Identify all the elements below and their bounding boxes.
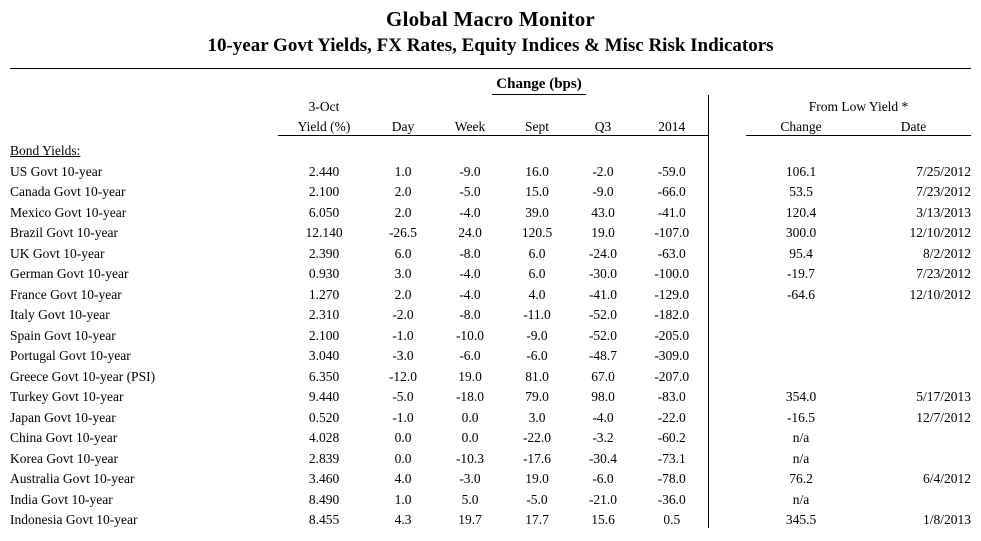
row-low-date: [856, 446, 971, 467]
row-year: -22.0: [657, 409, 686, 425]
table-row: [10, 282, 971, 303]
row-week: -5.0: [459, 184, 481, 199]
row-day: 1.0: [394, 163, 412, 179]
row-year: -60.2: [657, 430, 686, 445]
change-group-header: Change (bps): [492, 76, 585, 95]
low-date-header: Date: [856, 115, 971, 136]
table-row: [10, 405, 971, 426]
row-week: 19.7: [458, 512, 482, 527]
row-low-change: 300.0: [785, 225, 817, 240]
row-label: UK Govt 10-year: [10, 245, 105, 261]
table-row: [10, 508, 971, 529]
row-q3: -3.2: [592, 430, 614, 445]
row-q3: -24.0: [588, 245, 618, 261]
row-week: -10.3: [455, 450, 485, 466]
row-low-change: [746, 344, 856, 365]
row-low-date: 7/25/2012: [916, 163, 971, 179]
row-week: -18.0: [455, 389, 485, 404]
row-yield: 3.460: [308, 471, 340, 486]
row-yield: 2.100: [308, 184, 340, 199]
row-low-change: 53.5: [789, 184, 813, 199]
table-row: [10, 159, 971, 180]
row-sept: 6.0: [528, 245, 546, 261]
row-low-change: -64.6: [786, 286, 816, 302]
row-divider: [708, 282, 746, 303]
row-week: 19.0: [458, 368, 482, 384]
row-sept: -22.0: [522, 430, 552, 445]
row-q3: -52.0: [588, 307, 618, 322]
row-yield: 6.350: [308, 368, 340, 384]
row-low-date: 7/23/2012: [916, 266, 971, 281]
row-divider: [708, 323, 746, 344]
row-low-change: [746, 364, 856, 385]
row-day: 2.0: [394, 204, 412, 220]
row-sept: -6.0: [526, 348, 548, 363]
row-sept: 120.5: [521, 225, 553, 240]
row-label: France Govt 10-year: [10, 286, 122, 302]
row-divider: [708, 508, 746, 529]
row-yield: 9.440: [308, 389, 340, 404]
row-low-change: 106.1: [785, 163, 817, 179]
row-year: 0.5: [663, 512, 681, 527]
row-week: -6.0: [459, 348, 481, 363]
row-year: -100.0: [654, 266, 690, 281]
row-label: Brazil Govt 10-year: [10, 225, 118, 240]
row-day: 0.0: [394, 430, 412, 445]
row-q3: -41.0: [588, 286, 618, 302]
row-label: Greece Govt 10-year (PSI): [10, 368, 156, 384]
row-q3: 98.0: [591, 389, 615, 404]
row-low-change: n/a: [792, 450, 810, 466]
table-row: [10, 262, 971, 283]
row-q3: -52.0: [588, 327, 618, 343]
row-yield: 2.390: [308, 245, 340, 261]
row-label: US Govt 10-year: [10, 163, 103, 179]
row-q3: 19.0: [591, 225, 615, 240]
row-day: 1.0: [394, 491, 412, 507]
row-sept: -17.6: [522, 450, 552, 466]
row-divider: [708, 241, 746, 262]
row-divider: [708, 159, 746, 180]
row-day: -3.0: [392, 348, 414, 363]
row-divider: [708, 303, 746, 324]
table-row: [10, 344, 971, 365]
table-body: [10, 159, 971, 528]
title-block: [0, 0, 981, 58]
row-label: Indonesia Govt 10-year: [10, 512, 138, 527]
row-q3: 67.0: [591, 368, 615, 384]
row-year: -205.0: [654, 327, 690, 343]
table-row: [10, 487, 971, 508]
q3-header: Q3: [570, 115, 636, 136]
header-row-2: [10, 115, 971, 136]
row-low-date: [856, 426, 971, 447]
row-week: -8.0: [459, 307, 481, 322]
row-divider: [708, 405, 746, 426]
row-sept: 39.0: [525, 204, 549, 220]
row-week: 0.0: [461, 430, 479, 445]
row-yield: 4.028: [308, 430, 340, 445]
row-label: Japan Govt 10-year: [10, 409, 116, 425]
row-low-date: 3/13/2013: [916, 204, 971, 220]
row-q3: -30.0: [588, 266, 618, 281]
row-year: -41.0: [657, 204, 686, 220]
row-q3: -6.0: [592, 471, 614, 486]
table-row: [10, 323, 971, 344]
row-sept: 16.0: [525, 163, 549, 179]
row-q3: 43.0: [591, 204, 615, 220]
row-week: -3.0: [459, 471, 481, 486]
table-row: [10, 221, 971, 242]
row-low-change: [746, 323, 856, 344]
row-divider: [708, 487, 746, 508]
row-low-change: 95.4: [789, 245, 813, 261]
row-day: 4.3: [394, 512, 412, 527]
row-year: -182.0: [654, 307, 690, 322]
row-yield: 1.270: [308, 286, 340, 302]
row-divider: [708, 344, 746, 365]
row-sept: 19.0: [525, 471, 549, 486]
table-row: [10, 200, 971, 221]
sept-header: Sept: [504, 115, 570, 136]
row-day: -5.0: [392, 389, 414, 404]
row-week: 0.0: [461, 409, 479, 425]
row-day: -26.5: [388, 225, 418, 240]
row-divider: [708, 426, 746, 447]
row-sept: 17.7: [525, 512, 549, 527]
row-week: -4.0: [459, 204, 481, 220]
row-day: 2.0: [394, 184, 412, 199]
row-label: German Govt 10-year: [10, 266, 129, 281]
row-year: -59.0: [657, 163, 686, 179]
row-low-change: 76.2: [789, 471, 813, 486]
row-day: -1.0: [392, 327, 414, 343]
row-divider: [708, 385, 746, 406]
section-label-bond-yields: Bond Yields:: [10, 143, 81, 158]
table-row: [10, 364, 971, 385]
row-yield: 0.520: [308, 409, 340, 425]
row-week: -9.0: [459, 163, 481, 179]
row-label: India Govt 10-year: [10, 491, 113, 507]
row-day: -12.0: [388, 368, 418, 384]
row-q3: 15.6: [591, 512, 615, 527]
row-year: -309.0: [654, 348, 690, 363]
row-label: Turkey Govt 10-year: [10, 389, 124, 404]
row-sept: 6.0: [528, 266, 546, 281]
row-day: 6.0: [394, 245, 412, 261]
row-yield: 8.490: [308, 491, 340, 507]
row-year: -83.0: [657, 389, 686, 404]
row-label: China Govt 10-year: [10, 430, 118, 445]
row-label: Mexico Govt 10-year: [10, 204, 127, 220]
row-low-date: 1/8/2013: [922, 512, 971, 527]
row-sept: 79.0: [525, 389, 549, 404]
row-low-date: 5/17/2013: [916, 389, 971, 404]
row-q3: -4.0: [592, 409, 614, 425]
header-row-1: [10, 95, 971, 115]
table-row: [10, 385, 971, 406]
row-low-change: n/a: [792, 430, 810, 445]
row-low-date: 12/7/2012: [916, 409, 971, 425]
row-low-change: -16.5: [786, 409, 816, 425]
row-yield: 0.930: [308, 266, 340, 281]
row-sept: -11.0: [523, 307, 551, 322]
row-year: -129.0: [654, 286, 690, 302]
row-yield: 2.440: [308, 163, 340, 179]
row-year: -207.0: [654, 368, 690, 384]
low-change-header: Change: [746, 115, 856, 136]
row-label: Spain Govt 10-year: [10, 327, 116, 343]
row-low-date: 8/2/2012: [922, 245, 971, 261]
row-low-date: 6/4/2012: [922, 471, 971, 486]
page-title: Global Macro Monitor: [386, 7, 595, 31]
row-year: -36.0: [657, 491, 686, 507]
row-low-date: [856, 487, 971, 508]
row-divider: [708, 446, 746, 467]
row-sept: 15.0: [525, 184, 549, 199]
row-year: -78.0: [657, 471, 686, 486]
row-low-change: 120.4: [785, 204, 817, 220]
yield-header-line2: Yield (%): [278, 115, 370, 136]
row-low-date: [856, 303, 971, 324]
row-yield: 3.040: [308, 348, 340, 363]
row-q3: -2.0: [592, 163, 614, 179]
row-week: -10.0: [455, 327, 485, 343]
row-year: -66.0: [657, 184, 686, 199]
row-week: -4.0: [459, 266, 481, 281]
row-q3: -48.7: [588, 348, 618, 363]
row-sept: -5.0: [526, 491, 548, 507]
row-day: 3.0: [394, 266, 412, 281]
row-year: -73.1: [657, 450, 686, 466]
row-divider: [708, 262, 746, 283]
macro-table: [10, 69, 971, 528]
row-yield: 2.839: [308, 450, 340, 466]
row-label: Portugal Govt 10-year: [10, 348, 131, 363]
year-header: 2014: [636, 115, 708, 136]
row-low-date: [856, 364, 971, 385]
row-low-date: 12/10/2012: [909, 225, 971, 240]
row-low-date: [856, 323, 971, 344]
row-sept: -9.0: [526, 327, 548, 343]
row-yield: 2.100: [308, 327, 340, 343]
from-low-group-header: From Low Yield *: [808, 99, 909, 114]
row-low-change: 354.0: [785, 389, 817, 404]
row-yield: 12.140: [305, 225, 343, 240]
row-q3: -21.0: [588, 491, 618, 507]
row-q3: -30.4: [588, 450, 618, 466]
table-row: [10, 180, 971, 201]
row-sept: 4.0: [528, 286, 546, 302]
group-header-row: [10, 69, 971, 95]
row-low-date: 7/23/2012: [916, 184, 971, 199]
row-low-change: -19.7: [786, 266, 816, 281]
row-week: -4.0: [459, 286, 481, 302]
table-row: [10, 446, 971, 467]
section-header-row: [10, 136, 971, 160]
row-low-date: 12/10/2012: [909, 286, 971, 302]
yield-header-line1: 3-Oct: [308, 99, 340, 114]
row-low-change: 345.5: [785, 512, 817, 527]
row-q3: -9.0: [592, 184, 614, 199]
row-label: Italy Govt 10-year: [10, 307, 110, 322]
day-header: Day: [370, 115, 436, 136]
row-sept: 81.0: [525, 368, 549, 384]
row-day: 2.0: [394, 286, 412, 302]
row-low-change: n/a: [792, 491, 810, 507]
row-sept: 3.0: [528, 409, 546, 425]
row-low-change: [746, 303, 856, 324]
week-header: Week: [436, 115, 504, 136]
table-row: [10, 241, 971, 262]
row-label: Canada Govt 10-year: [10, 184, 126, 199]
page-subtitle: 10-year Govt Yields, FX Rates, Equity Indices & Misc Risk Indicators: [207, 35, 774, 56]
row-yield: 2.310: [308, 307, 340, 322]
row-divider: [708, 221, 746, 242]
row-day: -1.0: [392, 409, 414, 425]
row-day: -2.0: [392, 307, 414, 322]
row-yield: 8.455: [308, 512, 340, 527]
row-divider: [708, 364, 746, 385]
row-divider: [708, 200, 746, 221]
row-year: -63.0: [657, 245, 686, 261]
row-week: -8.0: [459, 245, 481, 261]
row-low-date: [856, 344, 971, 365]
row-yield: 6.050: [308, 204, 340, 220]
row-divider: [708, 180, 746, 201]
table-row: [10, 467, 971, 488]
row-week: 5.0: [461, 491, 479, 507]
table-row: [10, 303, 971, 324]
row-week: 24.0: [458, 225, 482, 240]
row-day: 4.0: [394, 471, 412, 486]
row-label: Australia Govt 10-year: [10, 471, 135, 486]
change-group-header-cell: [370, 69, 708, 95]
row-year: -107.0: [654, 225, 690, 240]
table-row: [10, 426, 971, 447]
row-divider: [708, 467, 746, 488]
row-day: 0.0: [394, 450, 412, 466]
row-label: Korea Govt 10-year: [10, 450, 118, 466]
